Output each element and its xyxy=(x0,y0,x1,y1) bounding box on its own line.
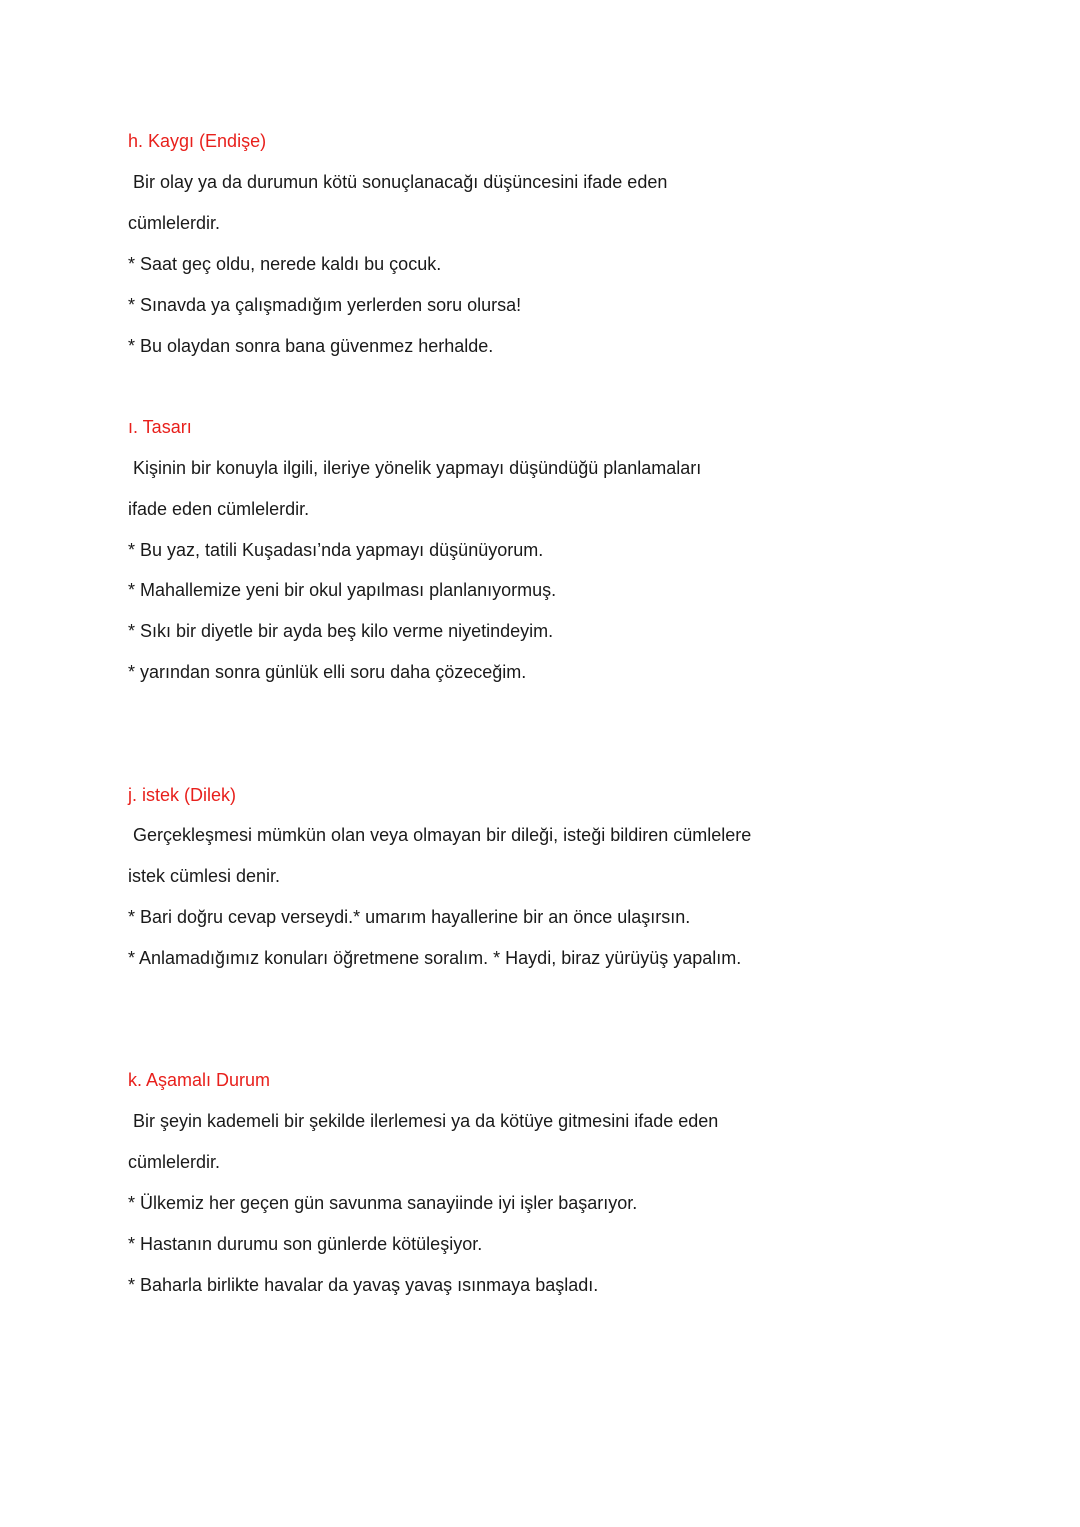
example-asamali-3: * Baharla birlikte havalar da yavaş yavaş ısınmaya başladı. xyxy=(128,1275,599,1295)
example-tasari-2: * Mahallemize yeni bir okul yapılması planlanıyormuş. xyxy=(128,580,557,600)
section-description-asamali-line1: Bir şeyin kademeli bir şekilde ilerlemesi ya da kötüye gitmesini ifade eden xyxy=(133,1111,719,1131)
example-istek-1: * Bari doğru cevap verseydi.* umarım hayallerine bir an önce ulaşırsın. xyxy=(128,907,691,927)
section-heading-kaygi: h. Kaygı (Endişe) xyxy=(128,131,267,151)
section-description-istek-line1: Gerçekleşmesi mümkün olan veya olmayan bir dileği, isteği bildiren cümlelere xyxy=(133,825,752,845)
section-heading-istek: j. istek (Dilek) xyxy=(128,785,237,805)
section-description-istek-line2: istek cümlesi denir. xyxy=(128,866,281,886)
example-istek-2: * Anlamadığımız konuları öğretmene soralım. * Haydi, biraz yürüyüş yapalım. xyxy=(128,948,742,968)
section-description-tasari-line2: ifade eden cümlelerdir. xyxy=(128,499,310,519)
section-description-tasari-line1: Kişinin bir konuyla ilgili, ileriye yönelik yapmayı düşündüğü planlamaları xyxy=(133,458,702,478)
example-asamali-2: * Hastanın durumu son günlerde kötüleşiyor. xyxy=(128,1234,483,1254)
example-kaygi-3: * Bu olaydan sonra bana güvenmez herhalde. xyxy=(128,336,494,356)
example-kaygi-1: * Saat geç oldu, nerede kaldı bu çocuk. xyxy=(128,254,442,274)
example-tasari-1: * Bu yaz, tatili Kuşadası’nda yapmayı düşünüyorum. xyxy=(128,540,544,560)
section-heading-tasari: ı. Tasarı xyxy=(128,417,192,437)
section-description-kaygi-line1: Bir olay ya da durumun kötü sonuçlanacağı düşüncesini ifade eden xyxy=(133,172,668,192)
section-heading-asamali-durum: k. Aşamalı Durum xyxy=(128,1070,271,1090)
example-kaygi-2: * Sınavda ya çalışmadığım yerlerden soru olursa! xyxy=(128,295,522,315)
example-tasari-4: * yarından sonra günlük elli soru daha çözeceğim. xyxy=(128,662,527,682)
example-asamali-1: * Ülkemiz her geçen gün savunma sanayiinde iyi işler başarıyor. xyxy=(128,1193,638,1213)
section-description-kaygi-line2: cümlelerdir. xyxy=(128,213,221,233)
section-description-asamali-line2: cümlelerdir. xyxy=(128,1152,221,1172)
example-tasari-3: * Sıkı bir diyetle bir ayda beş kilo verme niyetindeyim. xyxy=(128,621,554,641)
